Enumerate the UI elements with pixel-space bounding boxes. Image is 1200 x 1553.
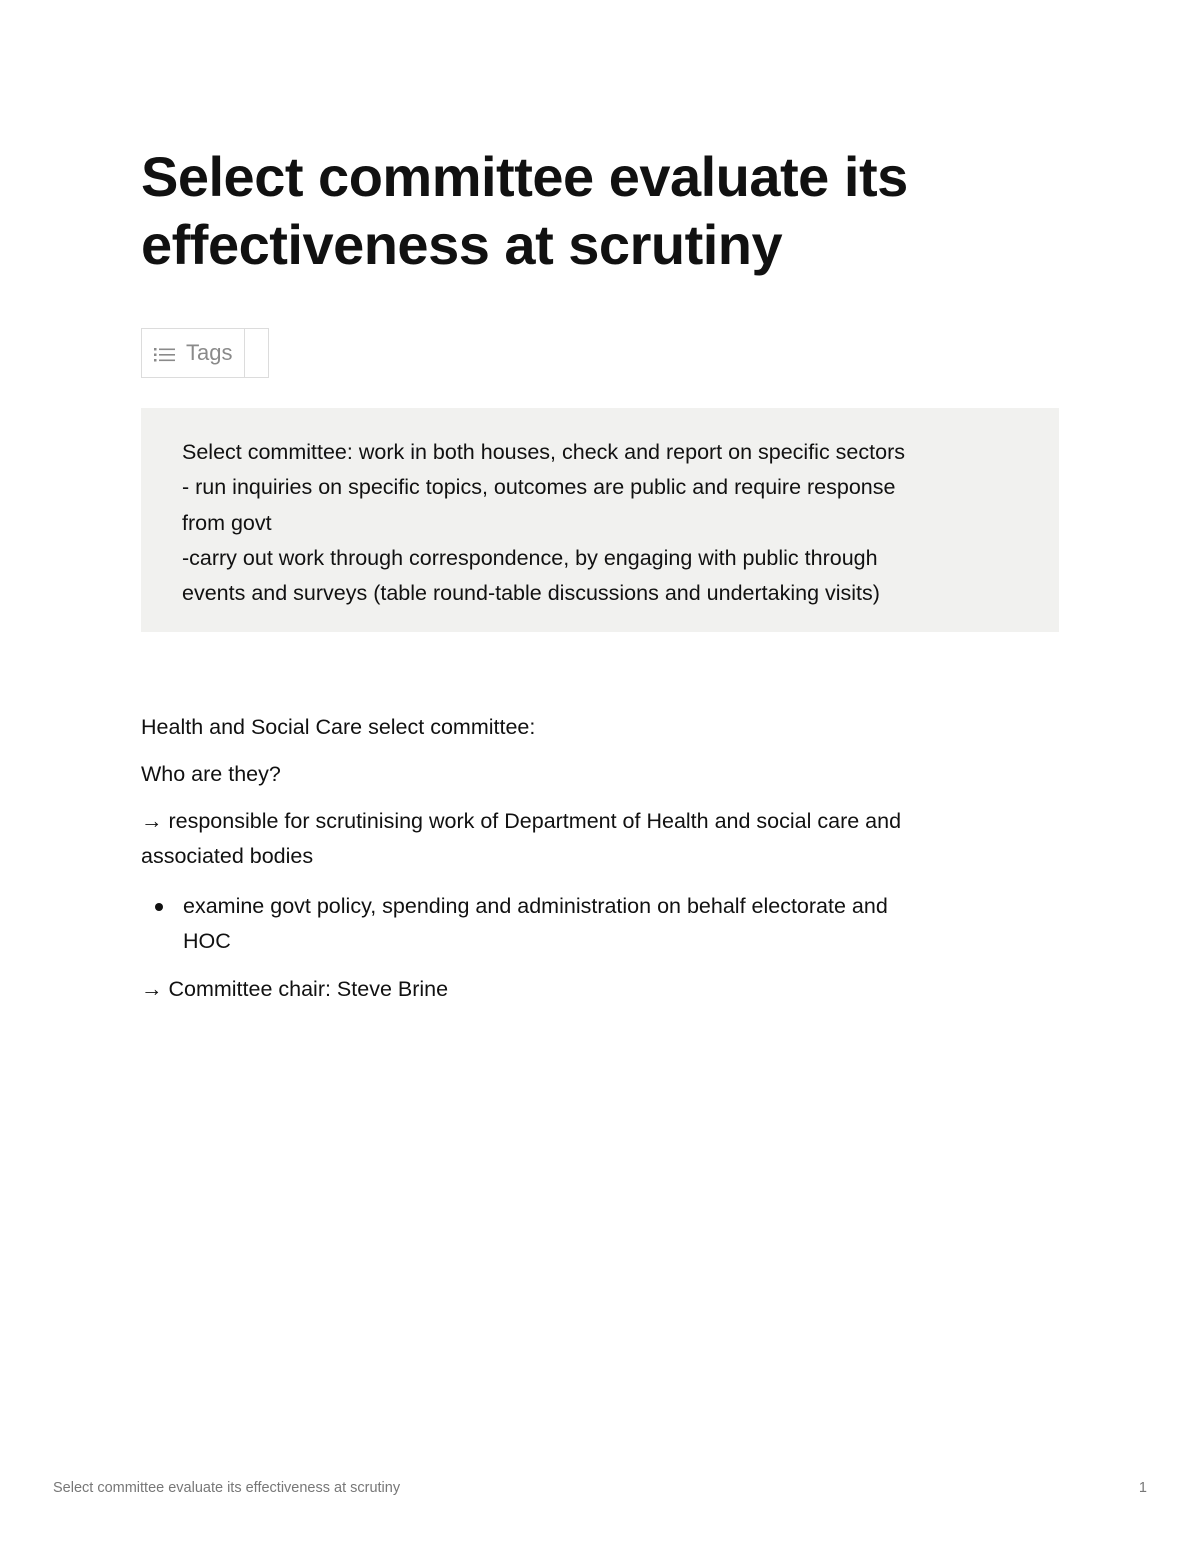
tags-property	[141, 328, 269, 378]
committee-chair: → Committee chair: Steve Brine	[141, 977, 449, 1001]
list-item-line-2: HOC	[183, 929, 231, 954]
list-icon	[154, 347, 176, 363]
tags-property-label	[142, 329, 245, 377]
page-title	[141, 143, 1061, 279]
page-title-line-2: effectiveness at scrutiny	[141, 213, 783, 276]
callout-line: Select committee: work in both houses, check and report on specific sectors	[182, 440, 905, 464]
callout-line: events and surveys (table round-table discussions and undertaking visits)	[182, 581, 880, 606]
list-item-line-1: examine govt policy, spending and administration on behalf electorate and	[183, 894, 888, 918]
committee-heading: Health and Social Care select committee:	[141, 715, 536, 739]
callout-block	[141, 408, 1059, 632]
responsibility-line-2: associated bodies	[141, 844, 314, 869]
responsibility-paragraph	[141, 804, 901, 875]
tags-value[interactable]	[245, 329, 268, 377]
page-number: 1	[1138, 1480, 1147, 1496]
tags-label: Tags	[186, 340, 233, 365]
callout-line: from govt	[182, 510, 272, 535]
footer-title: Select committee evaluate its effectiveness at scrutiny	[53, 1480, 401, 1496]
page-title-line-1: Select committee evaluate its	[141, 145, 908, 208]
question-text: Who are they?	[141, 762, 281, 786]
bullet-icon	[155, 903, 163, 911]
list-item-text	[183, 889, 888, 960]
responsibility-line-1: → responsible for scrutinising work of Department of Health and social care and	[141, 809, 902, 833]
callout-line: -carry out work through correspondence, by engaging with public through	[182, 545, 878, 570]
callout-line: - run inquiries on specific topics, outcomes are public and require response	[182, 475, 896, 500]
